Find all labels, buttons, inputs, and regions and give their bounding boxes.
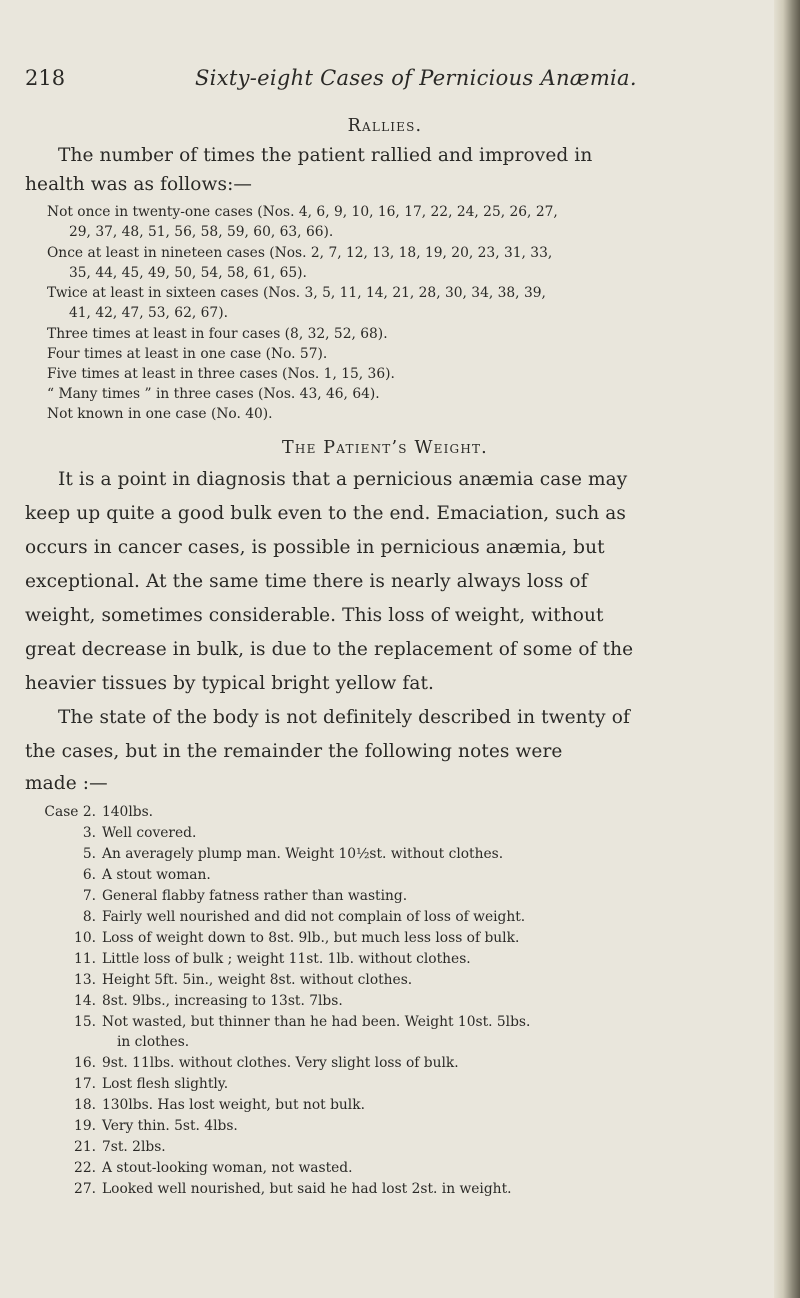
weight-paragraph-line: keep up quite a good bulk even to the end. Emaciation, such as bbox=[25, 503, 626, 524]
case-number: 17. bbox=[74, 1076, 96, 1092]
case-number: 11. bbox=[74, 951, 96, 967]
case-number: 3. bbox=[82, 825, 96, 841]
case-note: Fairly well nourished and did not complain of loss of weight. bbox=[102, 909, 526, 925]
rally-entry: Three times at least in four cases (8, 32, 52, 68). bbox=[47, 326, 388, 342]
case-note: Looked well nourished, but said he had lost 2st. in weight. bbox=[102, 1181, 512, 1197]
weight-paragraph-line: It is a point in diagnosis that a pernicious anæmia case may bbox=[58, 469, 628, 490]
case-number: 7. bbox=[82, 888, 96, 904]
weight-paragraph-line: great decrease in bulk, is due to the replacement of some of the bbox=[25, 639, 634, 660]
page-header bbox=[25, 66, 745, 100]
rally-entry: Once at least in nineteen cases (Nos. 2, 7, 12, 13, 18, 19, 20, 23, 31, 33, bbox=[47, 245, 553, 261]
running-title: Sixty-eight Cases of Pernicious Anæmia. bbox=[195, 66, 637, 90]
case-note: Height 5ft. 5in., weight 8st. without clothes. bbox=[102, 972, 413, 988]
weight-paragraph-line: made :— bbox=[25, 773, 108, 794]
case-number: 14. bbox=[74, 993, 96, 1009]
case-number: Case 2. bbox=[44, 804, 96, 820]
case-note: A stout-looking woman, not wasted. bbox=[102, 1160, 353, 1176]
case-note-continuation: in clothes. bbox=[117, 1034, 190, 1050]
weight-paragraph-line: The state of the body is not definitely described in twenty of bbox=[58, 707, 630, 728]
page-number: 218 bbox=[25, 66, 66, 90]
weight-paragraph-line: heavier tissues by typical bright yellow fat. bbox=[25, 673, 434, 694]
book-spine-shadow bbox=[774, 0, 800, 1298]
case-note: 7st. 2lbs. bbox=[102, 1139, 166, 1155]
case-note: Little loss of bulk ; weight 11st. 1lb. without clothes. bbox=[102, 951, 471, 967]
rally-entry: Five times at least in three cases (Nos. 1, 15, 36). bbox=[47, 366, 395, 382]
case-number: 13. bbox=[74, 972, 96, 988]
case-number: 5. bbox=[82, 846, 96, 862]
rally-entry: Not known in one case (No. 40). bbox=[47, 406, 273, 422]
case-note: An averagely plump man. Weight 10½st. without clothes. bbox=[102, 846, 504, 862]
case-note: Loss of weight down to 8st. 9lb., but much less loss of bulk. bbox=[102, 930, 520, 946]
case-number: 15. bbox=[74, 1014, 96, 1030]
rally-entry: Not once in twenty-one cases (Nos. 4, 6, 9, 10, 16, 17, 22, 24, 25, 26, 27, bbox=[47, 204, 558, 220]
case-note: Not wasted, but thinner than he had been. Weight 10st. 5lbs. bbox=[102, 1014, 531, 1030]
weight-paragraph-line: occurs in cancer cases, is possible in pernicious anæmia, but bbox=[25, 537, 605, 558]
case-number: 18. bbox=[74, 1097, 96, 1113]
case-note: 9st. 11lbs. without clothes. Very slight loss of bulk. bbox=[102, 1055, 459, 1071]
case-note: 140lbs. bbox=[102, 804, 154, 820]
case-number: 6. bbox=[82, 867, 96, 883]
case-note: Well covered. bbox=[102, 825, 197, 841]
case-note: 130lbs. Has lost weight, but not bulk. bbox=[102, 1097, 365, 1113]
case-number: 19. bbox=[74, 1118, 96, 1134]
case-number: 16. bbox=[74, 1055, 96, 1071]
rally-entry: Four times at least in one case (No. 57). bbox=[47, 346, 328, 362]
case-note: 8st. 9lbs., increasing to 13st. 7lbs. bbox=[102, 993, 343, 1009]
case-note: Very thin. 5st. 4lbs. bbox=[102, 1118, 238, 1134]
rallies-heading: Rallies. bbox=[347, 116, 423, 136]
rallies-intro-line: The number of times the patient rallied and improved in bbox=[58, 145, 593, 166]
case-number: 21. bbox=[74, 1139, 96, 1155]
weight-paragraph-line: weight, sometimes considerable. This loss of weight, without bbox=[25, 605, 604, 626]
case-number: 10. bbox=[74, 930, 96, 946]
case-note: General flabby fatness rather than wasting. bbox=[102, 888, 408, 904]
rally-entry-continuation: 41, 42, 47, 53, 62, 67). bbox=[69, 305, 228, 321]
rally-entry: Twice at least in sixteen cases (Nos. 3, 5, 11, 14, 21, 28, 30, 34, 38, 39, bbox=[47, 285, 546, 301]
weight-paragraph-line: exceptional. At the same time there is nearly always loss of bbox=[25, 571, 588, 592]
case-note: A stout woman. bbox=[102, 867, 211, 883]
rally-entry-continuation: 35, 44, 45, 49, 50, 54, 58, 61, 65). bbox=[69, 265, 307, 281]
weight-paragraph-line: the cases, but in the remainder the following notes were bbox=[25, 741, 563, 762]
case-number: 27. bbox=[74, 1181, 96, 1197]
rally-entry: “ Many times ” in three cases (Nos. 43, 46, 64). bbox=[47, 386, 380, 402]
case-number: 22. bbox=[74, 1160, 96, 1176]
case-number: 8. bbox=[82, 909, 96, 925]
case-note: Lost flesh slightly. bbox=[102, 1076, 229, 1092]
weight-heading: The Patient’s Weight. bbox=[282, 438, 488, 458]
rally-entry-continuation: 29, 37, 48, 51, 56, 58, 59, 60, 63, 66). bbox=[69, 224, 334, 240]
rallies-intro-line: health was as follows:— bbox=[25, 174, 253, 195]
